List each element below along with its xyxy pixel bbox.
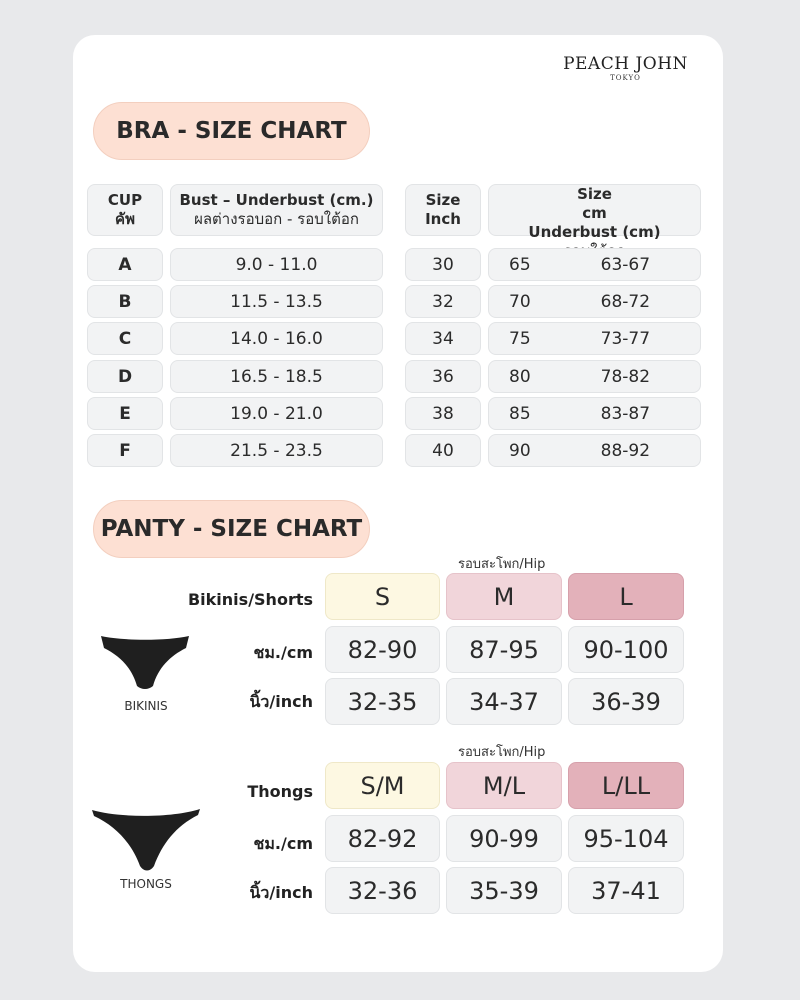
header-cup: CUP คัพ bbox=[87, 184, 163, 236]
size-s-header: S bbox=[325, 573, 440, 620]
thongs-cm-lll: 95-104 bbox=[568, 815, 684, 862]
size-l-header: L bbox=[568, 573, 684, 620]
diff-cell: 11.5 - 13.5 bbox=[170, 285, 383, 318]
cup-cell: B bbox=[87, 285, 163, 318]
thongs-icon-label: THONGS bbox=[120, 877, 172, 891]
size-m-header: M bbox=[446, 573, 562, 620]
cup-cell: A bbox=[87, 248, 163, 281]
inch-label: นิ้ว/inch bbox=[249, 883, 313, 902]
header-size-cm-underbust: Size cm Underbust (cm) bbox=[488, 184, 701, 236]
thongs-inch-ml: 35-39 bbox=[446, 867, 562, 914]
diff-cell: 19.0 - 21.0 bbox=[170, 397, 383, 430]
size-cm-row: 70 68-72 bbox=[488, 285, 701, 318]
thong-icon bbox=[90, 806, 202, 874]
diff-cell: 16.5 - 18.5 bbox=[170, 360, 383, 393]
bikini-icon bbox=[98, 634, 192, 692]
size-cm-row: 90 88-92 bbox=[488, 434, 701, 467]
header-size-inch: Size Inch bbox=[405, 184, 481, 236]
thongs-cm-sm: 82-92 bbox=[325, 815, 440, 862]
bra-title: BRA - SIZE CHART bbox=[93, 102, 370, 160]
size-ml-header: M/L bbox=[446, 762, 562, 809]
bikinis-shorts-label: Bikinis/Shorts bbox=[187, 590, 313, 609]
diff-cell: 9.0 - 11.0 bbox=[170, 248, 383, 281]
brand-sub: TOKYO bbox=[610, 74, 641, 82]
size-inch-cell: 34 bbox=[405, 322, 481, 355]
diff-cell: 14.0 - 16.0 bbox=[170, 322, 383, 355]
thongs-inch-lll: 37-41 bbox=[568, 867, 684, 914]
thongs-cm-ml: 90-99 bbox=[446, 815, 562, 862]
bikinis-inch-l: 36-39 bbox=[568, 678, 684, 725]
bikinis-cm-m: 87-95 bbox=[446, 626, 562, 673]
inch-label: นิ้ว/inch bbox=[249, 692, 313, 711]
diff-cell: 21.5 - 23.5 bbox=[170, 434, 383, 467]
size-inch-cell: 38 bbox=[405, 397, 481, 430]
hip-label: รอบสะโพก/Hip bbox=[458, 745, 546, 760]
brand-logo bbox=[563, 54, 688, 83]
bikinis-inch-m: 34-37 bbox=[446, 678, 562, 725]
bikinis-icon-label: BIKINIS bbox=[124, 699, 168, 713]
cm-label: ชม./cm bbox=[253, 834, 313, 853]
cup-cell: C bbox=[87, 322, 163, 355]
thongs-inch-sm: 32-36 bbox=[325, 867, 440, 914]
brand-name: PEACH JOHN bbox=[563, 54, 688, 74]
size-lll-header: L/LL bbox=[568, 762, 684, 809]
cm-label: ชม./cm bbox=[253, 643, 313, 662]
size-inch-cell: 32 bbox=[405, 285, 481, 318]
bikinis-cm-l: 90-100 bbox=[568, 626, 684, 673]
panty-title: PANTY - SIZE CHART bbox=[93, 500, 370, 558]
bikinis-inch-s: 32-35 bbox=[325, 678, 440, 725]
size-inch-cell: 40 bbox=[405, 434, 481, 467]
bikinis-cm-s: 82-90 bbox=[325, 626, 440, 673]
size-cm-row: 65 63-67 bbox=[488, 248, 701, 281]
size-cm-row: 85 83-87 bbox=[488, 397, 701, 430]
size-inch-cell: 30 bbox=[405, 248, 481, 281]
thongs-label: Thongs bbox=[247, 782, 313, 801]
size-cm-row: 75 73-77 bbox=[488, 322, 701, 355]
cup-cell: D bbox=[87, 360, 163, 393]
size-cm-row: 80 78-82 bbox=[488, 360, 701, 393]
header-bust-diff: Bust – Underbust (cm.) ผลต่างรอบอก - รอบใต้อก bbox=[170, 184, 383, 236]
cup-cell: F bbox=[87, 434, 163, 467]
cup-cell: E bbox=[87, 397, 163, 430]
size-inch-cell: 36 bbox=[405, 360, 481, 393]
size-sm-header: S/M bbox=[325, 762, 440, 809]
hip-label: รอบสะโพก/Hip bbox=[458, 557, 546, 572]
